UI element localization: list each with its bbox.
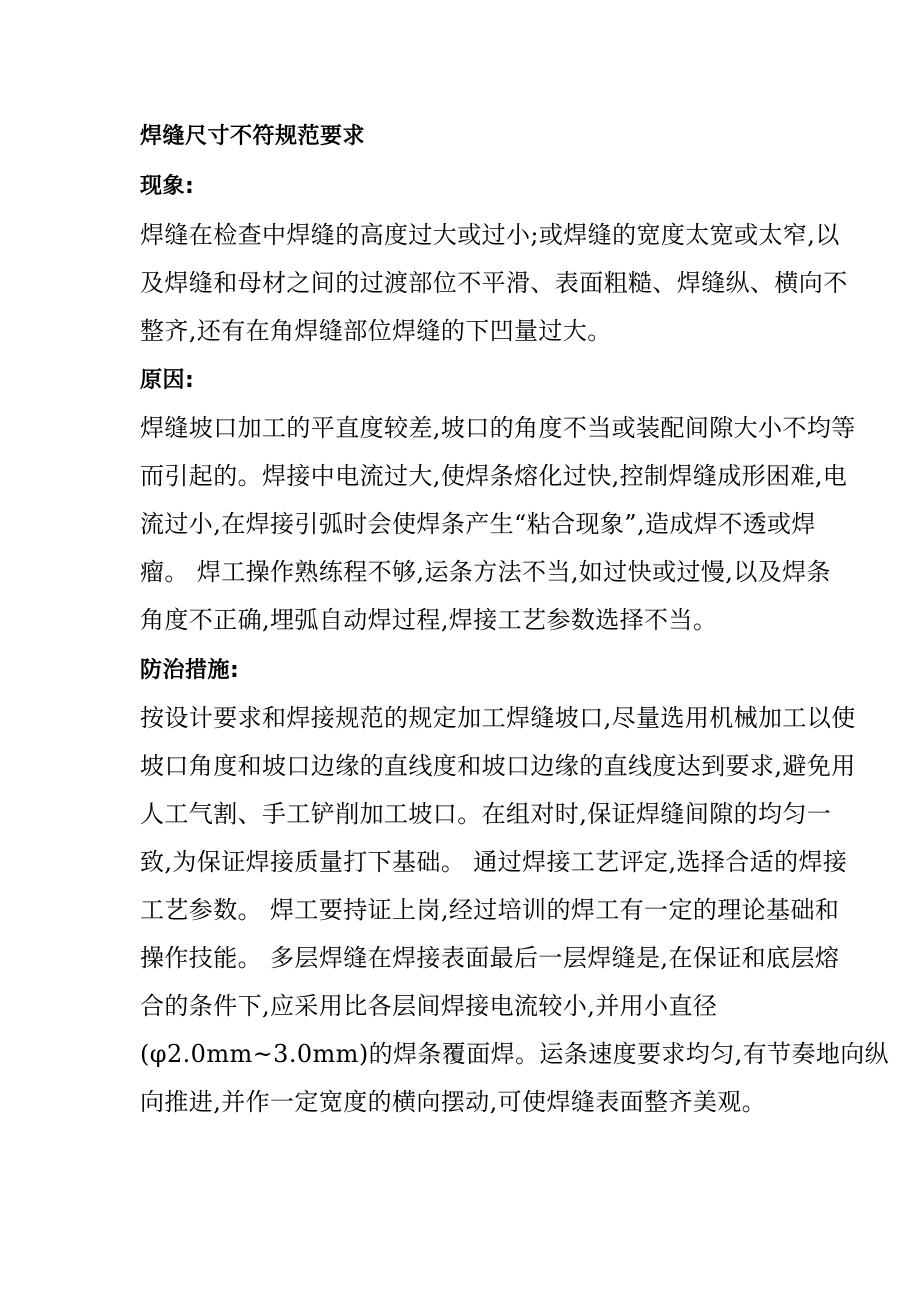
section-heading-prevention: 防治措施: [140, 658, 240, 683]
paragraph-line: 合的条件下,应采用比各层间焊接电流较小,并用小直径 [140, 992, 718, 1020]
paragraph-line: 工艺参数。 焊工要持证上岗,经过培训的焊工有一定的理论基础和 [140, 896, 840, 924]
paragraph-line: 操作技能。 多层焊缝在焊接表面最后一层焊缝是,在保证和底层熔 [140, 944, 840, 972]
paragraph-line: 流过小,在焊接引弧时会使焊条产生“粘合现象”,造成焊不透或焊 [140, 510, 816, 538]
paragraph-line: (φ2.0mm~3.0mm)的焊条覆面焊。运条速度要求均匀,有节奏地向纵 [140, 1040, 890, 1068]
section-heading-cause: 原因: [140, 368, 195, 393]
paragraph-line: 人工气割、手工铲削加工坡口。在组对时,保证焊缝间隙的均匀一 [140, 800, 832, 828]
paragraph-line: 坡口角度和坡口边缘的直线度和坡口边缘的直线度达到要求,避免用 [140, 752, 856, 780]
paragraph-line: 向推进,并作一定宽度的横向摆动,可使焊缝表面整齐美观。 [140, 1088, 767, 1116]
paragraph-line: 整齐,还有在角焊缝部位焊缝的下凹量过大。 [140, 317, 612, 345]
paragraph-line: 焊缝坡口加工的平直度较差,坡口的角度不当或装配间隙大小不均等 [140, 414, 856, 442]
paragraph-line: 角度不正确,埋弧自动焊过程,焊接工艺参数选择不当。 [140, 606, 718, 634]
paragraph-line: 瘤。 焊工操作熟练程不够,运条方法不当,如过快或过慢,以及焊条 [140, 558, 831, 586]
paragraph-line: 致,为保证焊接质量打下基础。 通过焊接工艺评定,选择合适的焊接 [140, 848, 848, 876]
paragraph-line: 及焊缝和母材之间的过渡部位不平滑、表面粗糙、焊缝纵、横向不 [140, 269, 848, 297]
paragraph-line: 焊缝在检查中焊缝的高度过大或过小;或焊缝的宽度太宽或太窄,以 [140, 221, 840, 249]
document-title: 焊缝尺寸不符规范要求 [140, 124, 366, 149]
section-heading-phenomenon: 现象: [140, 174, 195, 199]
paragraph-line: 而引起的。焊接中电流过大,使焊条熔化过快,控制焊缝成形困难,电 [140, 462, 848, 490]
paragraph-line: 按设计要求和焊接规范的规定加工焊缝坡口,尽量选用机械加工以使 [140, 704, 856, 732]
